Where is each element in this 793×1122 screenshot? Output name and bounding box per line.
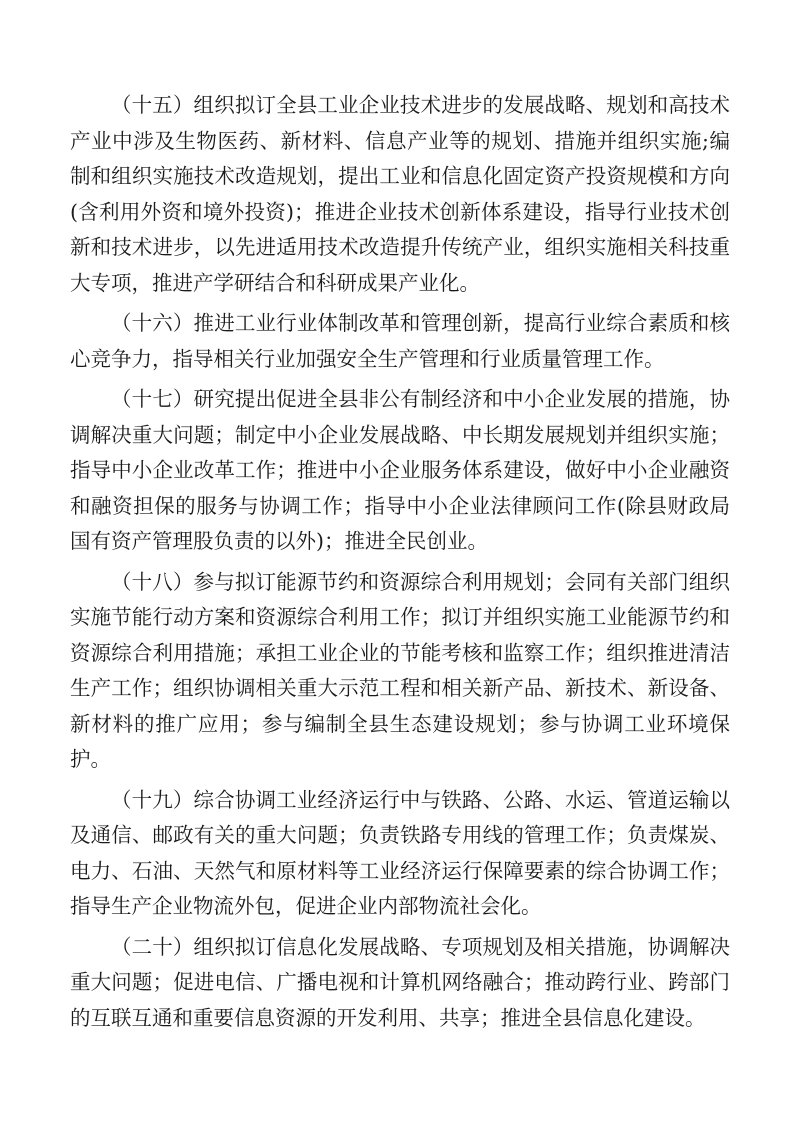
paragraph-item-20: （二十）组织拟订信息化发展战略、专项规划及相关措施，协调解决重大问题；促进电信、广播电视和计算机网络融合；推动跨行业、跨部门的互联互通和重要信息资源的开发利用、共享；推进全县信息化建设。 [70,934,730,1030]
paragraph-item-18: （十八）参与拟订能源节约和资源综合利用规划；会同有关部门组织实施节能行动方案和资源综合利用工作；拟订并组织实施工业能源节约和资源综合利用措施；承担工业企业的节能考核和监察工作；组织推进清洁生产工作；组织协调相关重大示范工程和相关新产品、新技术、新设备、新材料的推广应用；参与编制全县生态建设规划；参与协调工业环境保护。 [70,569,730,771]
paragraph-item-15: （十五）组织拟订全县工业企业技术进步的发展战略、规划和高技术产业中涉及生物医药、新材料、信息产业等的规划、措施并组织实施;编制和组织实施技术改造规划，提出工业和信息化固定资产投资规模和方向(含利用外资和境外投资)；推进企业技术创新体系建设，指导行业技术创新和技术进步，以先进适用技术改造提升传统产业，组织实施相关科技重大专项，推进产学研结合和科研成果产业化。 [70,93,730,295]
paragraph-item-17: （十七）研究提出促进全县非公有制经济和中小企业发展的措施，协调解决重大问题；制定中小企业发展战略、中长期发展规划并组织实施；指导中小企业改革工作；推进中小企业服务体系建设，做好中小企业融资和融资担保的服务与协调工作；指导中小企业法律顾问工作(除县财政局国有资产管理股负责的以外)；推进全民创业。 [70,387,730,553]
document-page [70,88,730,1041]
paragraph-item-19: （十九）综合协调工业经济运行中与铁路、公路、水运、管道运输以及通信、邮政有关的重大问题；负责铁路专用线的管理工作；负责煤炭、电力、石油、天然气和原材料等工业经济运行保障要素的综合协调工作；指导生产企业物流外包，促进企业内部物流社会化。 [70,787,730,918]
paragraph-item-16: （十六）推进工业行业体制改革和管理创新，提高行业综合素质和核心竞争力，指导相关行业加强安全生产管理和行业质量管理工作。 [70,311,730,371]
